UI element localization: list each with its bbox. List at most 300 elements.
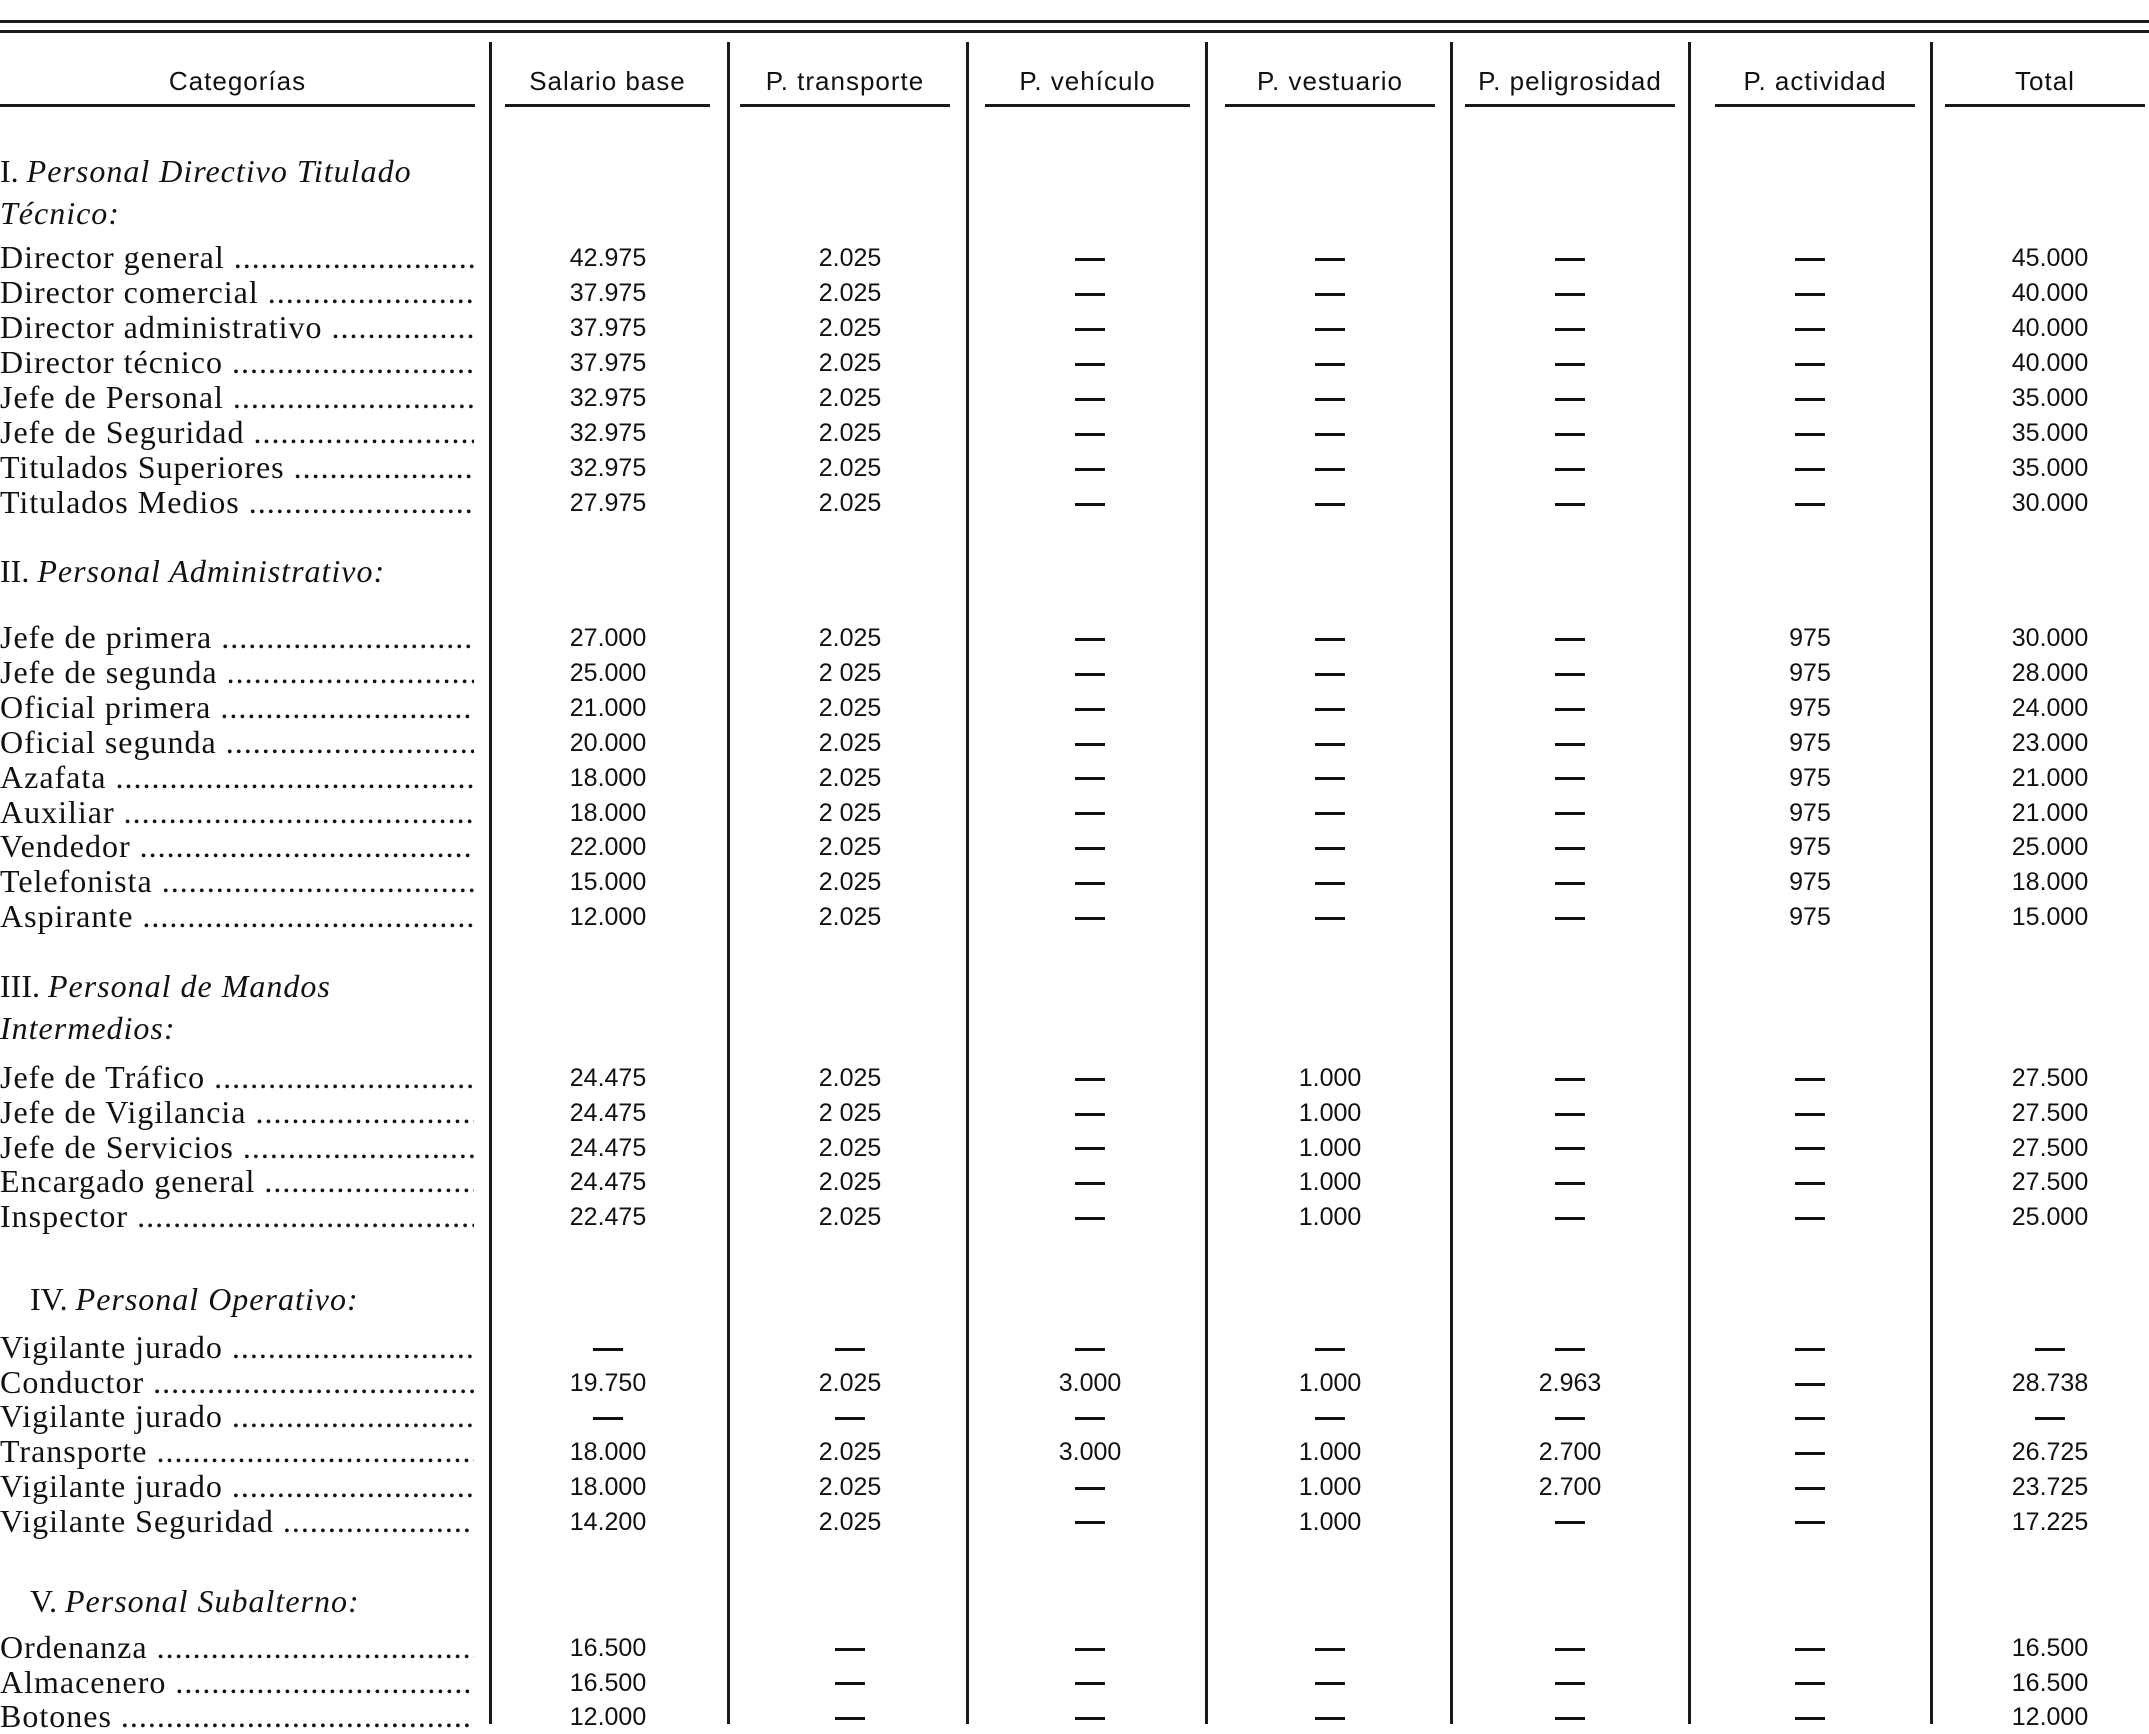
value-cell xyxy=(1220,382,1440,415)
value-cell xyxy=(1220,692,1440,725)
value-cell: 30.000 xyxy=(2011,489,2089,517)
value-cell: 1.000 xyxy=(1298,1438,1362,1467)
value-cell: 2.025 xyxy=(818,1168,882,1197)
dash-mark xyxy=(1315,433,1345,436)
value-cell xyxy=(980,831,1200,864)
value-cell xyxy=(1460,382,1680,415)
dash-mark xyxy=(1555,638,1585,641)
dash-mark xyxy=(1075,1217,1105,1220)
table-row xyxy=(0,1199,2149,1234)
value-cell xyxy=(740,1701,960,1734)
dash-mark xyxy=(1315,293,1345,296)
value-cell xyxy=(980,901,1200,934)
value-cell: 2.025 xyxy=(818,763,882,792)
value-cell xyxy=(1460,1062,1680,1095)
value-cell xyxy=(1220,347,1440,380)
dash-mark xyxy=(593,1348,623,1351)
category-label: Jefe de Servicios ..... xyxy=(0,1130,474,1165)
value-cell xyxy=(1220,242,1440,275)
top-rule-second xyxy=(0,30,2149,33)
value-cell: 32.975 xyxy=(569,454,647,482)
value-cell: 27.500 xyxy=(2011,1064,2089,1092)
dash-mark xyxy=(1555,1182,1585,1185)
dash-mark xyxy=(1075,1417,1105,1420)
header-underline xyxy=(1465,104,1675,107)
dash-mark xyxy=(1555,1717,1585,1720)
dash-mark xyxy=(1315,258,1345,261)
dash-mark xyxy=(1315,708,1345,711)
value-cell: 975 xyxy=(1789,798,1831,827)
value-cell: 2.025 xyxy=(818,1064,882,1092)
category-label: Telefonista ..... xyxy=(0,864,474,899)
dash-mark xyxy=(1795,1417,1825,1420)
value-cell: 35.000 xyxy=(2011,384,2089,412)
section-title: Personal Operativo: xyxy=(75,1281,359,1317)
category-label: Aspirante ..... xyxy=(0,899,474,934)
section-number: I. xyxy=(0,153,27,189)
dash-mark xyxy=(1555,1147,1585,1150)
value-cell xyxy=(1700,1132,1920,1165)
value-cell: 16.500 xyxy=(2011,1634,2089,1662)
table-row xyxy=(0,655,2149,690)
dash-mark xyxy=(1315,363,1345,366)
value-cell: 16.500 xyxy=(569,1668,647,1697)
value-cell: 975 xyxy=(1789,833,1831,862)
value-cell xyxy=(1700,1062,1920,1095)
header-underline xyxy=(1715,104,1915,107)
value-cell xyxy=(980,762,1200,795)
dash-mark xyxy=(1555,363,1585,366)
dash-mark xyxy=(1795,293,1825,296)
value-cell: 27.500 xyxy=(2011,1098,2089,1127)
dash-mark xyxy=(1795,1348,1825,1351)
dash-mark xyxy=(1555,673,1585,676)
dash-mark xyxy=(2035,1417,2065,1420)
table-row xyxy=(0,485,2149,520)
dash-mark xyxy=(1075,1487,1105,1490)
category-label: Oficial segunda ..... xyxy=(0,725,474,760)
value-cell: 18.000 xyxy=(569,1472,647,1501)
dash-mark xyxy=(1075,258,1105,261)
value-cell: 2.025 xyxy=(818,1472,882,1501)
section-heading xyxy=(0,1278,510,1320)
value-cell: 27.000 xyxy=(569,624,647,652)
value-cell: 2.700 xyxy=(1538,1438,1602,1467)
dash-mark xyxy=(1075,1182,1105,1185)
table-row xyxy=(0,899,2149,934)
category-label: Botones ..... xyxy=(0,1699,474,1734)
value-cell: 21.000 xyxy=(2011,763,2089,792)
dash-mark xyxy=(1315,882,1345,885)
dash-mark xyxy=(1555,1521,1585,1524)
value-cell xyxy=(1700,1632,1920,1665)
value-cell xyxy=(980,487,1200,520)
value-cell: 2.025 xyxy=(818,1507,882,1536)
column-header: Categorías xyxy=(168,66,307,96)
dash-mark xyxy=(1315,1348,1345,1351)
value-cell xyxy=(1460,312,1680,345)
dash-mark xyxy=(1075,1682,1105,1685)
category-label: Conductor ..... xyxy=(0,1365,474,1400)
value-cell xyxy=(1220,1701,1440,1734)
table-row xyxy=(0,1330,2149,1365)
section-heading xyxy=(0,550,480,592)
category-label: Vendedor ..... xyxy=(0,829,474,864)
value-cell xyxy=(980,1632,1200,1665)
dash-mark xyxy=(1075,1521,1105,1524)
value-cell xyxy=(1220,622,1440,655)
dash-mark xyxy=(1075,1648,1105,1651)
value-cell xyxy=(1460,692,1680,725)
value-cell xyxy=(980,347,1200,380)
table-row xyxy=(0,690,2149,725)
dash-mark xyxy=(835,1648,865,1651)
value-cell: 18.000 xyxy=(569,798,647,827)
value-cell xyxy=(1220,901,1440,934)
value-cell xyxy=(980,1401,1200,1434)
value-cell xyxy=(980,417,1200,450)
value-cell: 2.700 xyxy=(1538,1472,1602,1501)
header-underline xyxy=(1945,104,2145,107)
value-cell xyxy=(1460,622,1680,655)
value-cell xyxy=(1940,1332,2149,1365)
value-cell: 18.000 xyxy=(569,763,647,792)
value-cell xyxy=(1700,1506,1920,1539)
dash-mark xyxy=(1795,1717,1825,1720)
dash-mark xyxy=(1795,468,1825,471)
value-cell xyxy=(1220,1401,1440,1434)
value-cell xyxy=(1220,312,1440,345)
category-label: Vigilante jurado ..... xyxy=(0,1469,474,1504)
dash-mark xyxy=(1075,777,1105,780)
value-cell: 40.000 xyxy=(2011,349,2089,377)
value-cell: 2.025 xyxy=(818,868,882,897)
section-title: Personal Subalterno: xyxy=(64,1583,360,1619)
dash-mark xyxy=(835,1417,865,1420)
dash-mark xyxy=(1555,1348,1585,1351)
value-cell: 1.000 xyxy=(1298,1168,1362,1197)
value-cell xyxy=(740,1332,960,1365)
value-cell xyxy=(1220,727,1440,760)
value-cell xyxy=(1220,1332,1440,1365)
dash-mark xyxy=(1795,363,1825,366)
value-cell xyxy=(1220,1667,1440,1700)
column-header: P. vehículo xyxy=(1019,66,1156,96)
table-row xyxy=(0,1699,2149,1734)
dash-mark xyxy=(1075,1717,1105,1720)
dash-mark xyxy=(1555,328,1585,331)
dash-mark xyxy=(1315,743,1345,746)
value-cell: 12.000 xyxy=(569,903,647,932)
table-row xyxy=(0,1095,2149,1130)
dash-mark xyxy=(1315,847,1345,850)
value-cell xyxy=(980,622,1200,655)
dash-mark xyxy=(1075,847,1105,850)
dash-mark xyxy=(1075,917,1105,920)
category-label: Jefe de primera ..... xyxy=(0,620,474,655)
value-cell: 14.200 xyxy=(569,1507,647,1536)
value-cell: 37.975 xyxy=(569,314,647,342)
dash-mark xyxy=(1795,1182,1825,1185)
dash-mark xyxy=(1075,638,1105,641)
table-row xyxy=(0,1504,2149,1539)
dash-mark xyxy=(1795,1452,1825,1455)
value-cell xyxy=(1460,1332,1680,1365)
top-rule xyxy=(0,20,2149,23)
dash-mark xyxy=(1075,673,1105,676)
value-cell: 15.000 xyxy=(569,868,647,897)
value-cell: 975 xyxy=(1789,658,1831,687)
value-cell xyxy=(980,382,1200,415)
column-header: Salario base xyxy=(529,66,686,96)
value-cell: 24.475 xyxy=(569,1064,647,1092)
value-cell: 32.975 xyxy=(569,419,647,447)
value-cell xyxy=(1220,797,1440,830)
category-label: Director comercial ..... xyxy=(0,275,474,310)
value-cell xyxy=(1700,1701,1920,1734)
value-cell xyxy=(980,797,1200,830)
value-cell xyxy=(980,727,1200,760)
value-cell xyxy=(1700,1436,1920,1469)
value-cell xyxy=(1460,1667,1680,1700)
value-cell xyxy=(980,452,1200,485)
value-cell: 2.025 xyxy=(818,384,882,412)
value-cell: 2 025 xyxy=(818,1098,882,1127)
value-cell xyxy=(1700,1166,1920,1199)
value-cell xyxy=(1460,1506,1680,1539)
table-row xyxy=(0,345,2149,380)
category-label: Azafata ..... xyxy=(0,760,474,795)
category-label: Auxiliar ..... xyxy=(0,795,474,830)
category-label: Jefe de Tráfico ..... xyxy=(0,1060,474,1095)
dash-mark xyxy=(1795,1078,1825,1081)
value-cell xyxy=(1700,382,1920,415)
value-cell: 3.000 xyxy=(1058,1368,1122,1397)
header-underline xyxy=(985,104,1190,107)
value-cell: 24.475 xyxy=(569,1168,647,1197)
value-cell xyxy=(1460,1201,1680,1234)
category-label: Vigilante jurado ..... xyxy=(0,1399,474,1434)
value-cell xyxy=(1220,452,1440,485)
table-row xyxy=(0,275,2149,310)
header-underline xyxy=(740,104,950,107)
section-heading xyxy=(0,1580,510,1622)
value-cell xyxy=(980,312,1200,345)
dash-mark xyxy=(1075,1348,1105,1351)
column-header: P. peligrosidad xyxy=(1478,66,1662,96)
dash-mark xyxy=(1555,1217,1585,1220)
value-cell: 37.975 xyxy=(569,349,647,377)
value-cell: 40.000 xyxy=(2011,314,2089,342)
value-cell xyxy=(1460,1701,1680,1734)
value-cell: 12.000 xyxy=(569,1703,647,1732)
dash-mark xyxy=(1075,812,1105,815)
value-cell xyxy=(1700,277,1920,310)
value-cell xyxy=(1940,1401,2149,1434)
category-label: Director técnico ..... xyxy=(0,345,474,380)
value-cell: 17.225 xyxy=(2011,1507,2089,1536)
value-cell xyxy=(980,1506,1200,1539)
section-title: Personal de Mandos Intermedios: xyxy=(0,968,331,1046)
value-cell xyxy=(1460,417,1680,450)
dash-mark xyxy=(1075,293,1105,296)
category-label: Director administrativo ..... xyxy=(0,310,474,345)
dash-mark xyxy=(1555,777,1585,780)
value-cell: 2 025 xyxy=(818,658,882,687)
value-cell xyxy=(498,1401,718,1434)
value-cell: 23.000 xyxy=(2011,728,2089,757)
dash-mark xyxy=(1075,328,1105,331)
category-label: Vigilante Seguridad ..... xyxy=(0,1504,474,1539)
header-underline xyxy=(1225,104,1435,107)
value-cell xyxy=(1700,1097,1920,1130)
value-cell xyxy=(980,1062,1200,1095)
value-cell: 2.025 xyxy=(818,314,882,342)
value-cell xyxy=(1700,312,1920,345)
value-cell xyxy=(1460,657,1680,690)
value-cell: 2.025 xyxy=(818,833,882,862)
value-cell xyxy=(980,866,1200,899)
value-cell: 30.000 xyxy=(2011,624,2089,652)
dash-mark xyxy=(1555,503,1585,506)
table-row xyxy=(0,1164,2149,1199)
value-cell: 1.000 xyxy=(1298,1368,1362,1397)
value-cell: 45.000 xyxy=(2011,244,2089,272)
value-cell: 1.000 xyxy=(1298,1507,1362,1536)
dash-mark xyxy=(835,1682,865,1685)
value-cell xyxy=(1460,762,1680,795)
category-label: Almacenero ..... xyxy=(0,1665,474,1700)
value-cell xyxy=(740,1667,960,1700)
category-label: Jefe de Vigilancia ..... xyxy=(0,1095,474,1130)
value-cell xyxy=(1220,487,1440,520)
category-label: Vigilante jurado ..... xyxy=(0,1330,474,1365)
table-row xyxy=(0,415,2149,450)
value-cell xyxy=(1460,452,1680,485)
value-cell xyxy=(1700,452,1920,485)
table-row xyxy=(0,450,2149,485)
value-cell xyxy=(1700,347,1920,380)
dash-mark xyxy=(1315,1717,1345,1720)
value-cell: 2.025 xyxy=(818,624,882,652)
value-cell: 27.975 xyxy=(569,489,647,517)
value-cell xyxy=(1460,727,1680,760)
value-cell: 27.500 xyxy=(2011,1168,2089,1197)
dash-mark xyxy=(1075,363,1105,366)
dash-mark xyxy=(1795,258,1825,261)
dash-mark xyxy=(1555,258,1585,261)
value-cell xyxy=(980,1332,1200,1365)
value-cell: 25.000 xyxy=(569,658,647,687)
value-cell: 37.975 xyxy=(569,279,647,307)
dash-mark xyxy=(1795,328,1825,331)
dash-mark xyxy=(1795,1521,1825,1524)
value-cell xyxy=(1460,797,1680,830)
value-cell: 2.025 xyxy=(818,1438,882,1467)
value-cell: 24.475 xyxy=(569,1133,647,1162)
dash-mark xyxy=(1555,743,1585,746)
value-cell xyxy=(1460,242,1680,275)
section-title: Personal Administrativo: xyxy=(37,553,386,589)
value-cell: 1.000 xyxy=(1298,1098,1362,1127)
category-label: Ordenanza ..... xyxy=(0,1630,474,1665)
value-cell: 1.000 xyxy=(1298,1472,1362,1501)
dash-mark xyxy=(1795,1383,1825,1386)
header-underline xyxy=(505,104,710,107)
table-row xyxy=(0,725,2149,760)
value-cell: 18.000 xyxy=(2011,868,2089,897)
value-cell xyxy=(1700,487,1920,520)
value-cell: 975 xyxy=(1789,903,1831,932)
value-cell: 2.025 xyxy=(818,1133,882,1162)
value-cell xyxy=(1460,901,1680,934)
dash-mark xyxy=(1555,398,1585,401)
value-cell: 28.738 xyxy=(2011,1368,2089,1397)
section-title: Personal Directivo Titulado Técnico: xyxy=(0,153,412,231)
value-cell xyxy=(980,657,1200,690)
dash-mark xyxy=(1795,398,1825,401)
table-row xyxy=(0,1060,2149,1095)
value-cell xyxy=(1220,657,1440,690)
value-cell: 25.000 xyxy=(2011,833,2089,862)
value-cell xyxy=(1700,1367,1920,1400)
value-cell xyxy=(1460,1401,1680,1434)
section-number: II. xyxy=(0,553,38,589)
dash-mark xyxy=(1555,917,1585,920)
value-cell xyxy=(1220,831,1440,864)
table-row xyxy=(0,1630,2149,1665)
value-cell: 12.000 xyxy=(2011,1703,2089,1732)
column-header: P. actividad xyxy=(1743,66,1887,96)
value-cell xyxy=(980,1097,1200,1130)
value-cell: 32.975 xyxy=(569,384,647,412)
table-row xyxy=(0,1434,2149,1469)
section-heading xyxy=(0,150,480,234)
table-row xyxy=(0,760,2149,795)
value-cell: 975 xyxy=(1789,728,1831,757)
value-cell: 35.000 xyxy=(2011,419,2089,447)
value-cell: 2.025 xyxy=(818,903,882,932)
table-row xyxy=(0,829,2149,864)
dash-mark xyxy=(1555,708,1585,711)
category-label: Director general ..... xyxy=(0,240,474,275)
dash-mark xyxy=(1075,1078,1105,1081)
value-cell: 42.975 xyxy=(569,244,647,272)
value-cell xyxy=(1220,417,1440,450)
value-cell xyxy=(980,277,1200,310)
dash-mark xyxy=(1315,1417,1345,1420)
table-row xyxy=(0,795,2149,830)
category-label: Titulados Superiores ..... xyxy=(0,450,474,485)
value-cell: 35.000 xyxy=(2011,454,2089,482)
dash-mark xyxy=(1795,433,1825,436)
table-row xyxy=(0,1365,2149,1400)
dash-mark xyxy=(1555,847,1585,850)
value-cell: 16.500 xyxy=(2011,1668,2089,1697)
dash-mark xyxy=(1795,1217,1825,1220)
dash-mark xyxy=(1075,468,1105,471)
value-cell: 2.025 xyxy=(818,349,882,377)
value-cell: 2.025 xyxy=(818,489,882,517)
value-cell: 27.500 xyxy=(2011,1133,2089,1162)
value-cell: 24.475 xyxy=(569,1098,647,1127)
value-cell: 2.025 xyxy=(818,419,882,447)
value-cell xyxy=(980,1201,1200,1234)
dash-mark xyxy=(1075,503,1105,506)
value-cell: 2.025 xyxy=(818,1368,882,1397)
dash-mark xyxy=(1315,398,1345,401)
section-number: V. xyxy=(30,1583,65,1619)
